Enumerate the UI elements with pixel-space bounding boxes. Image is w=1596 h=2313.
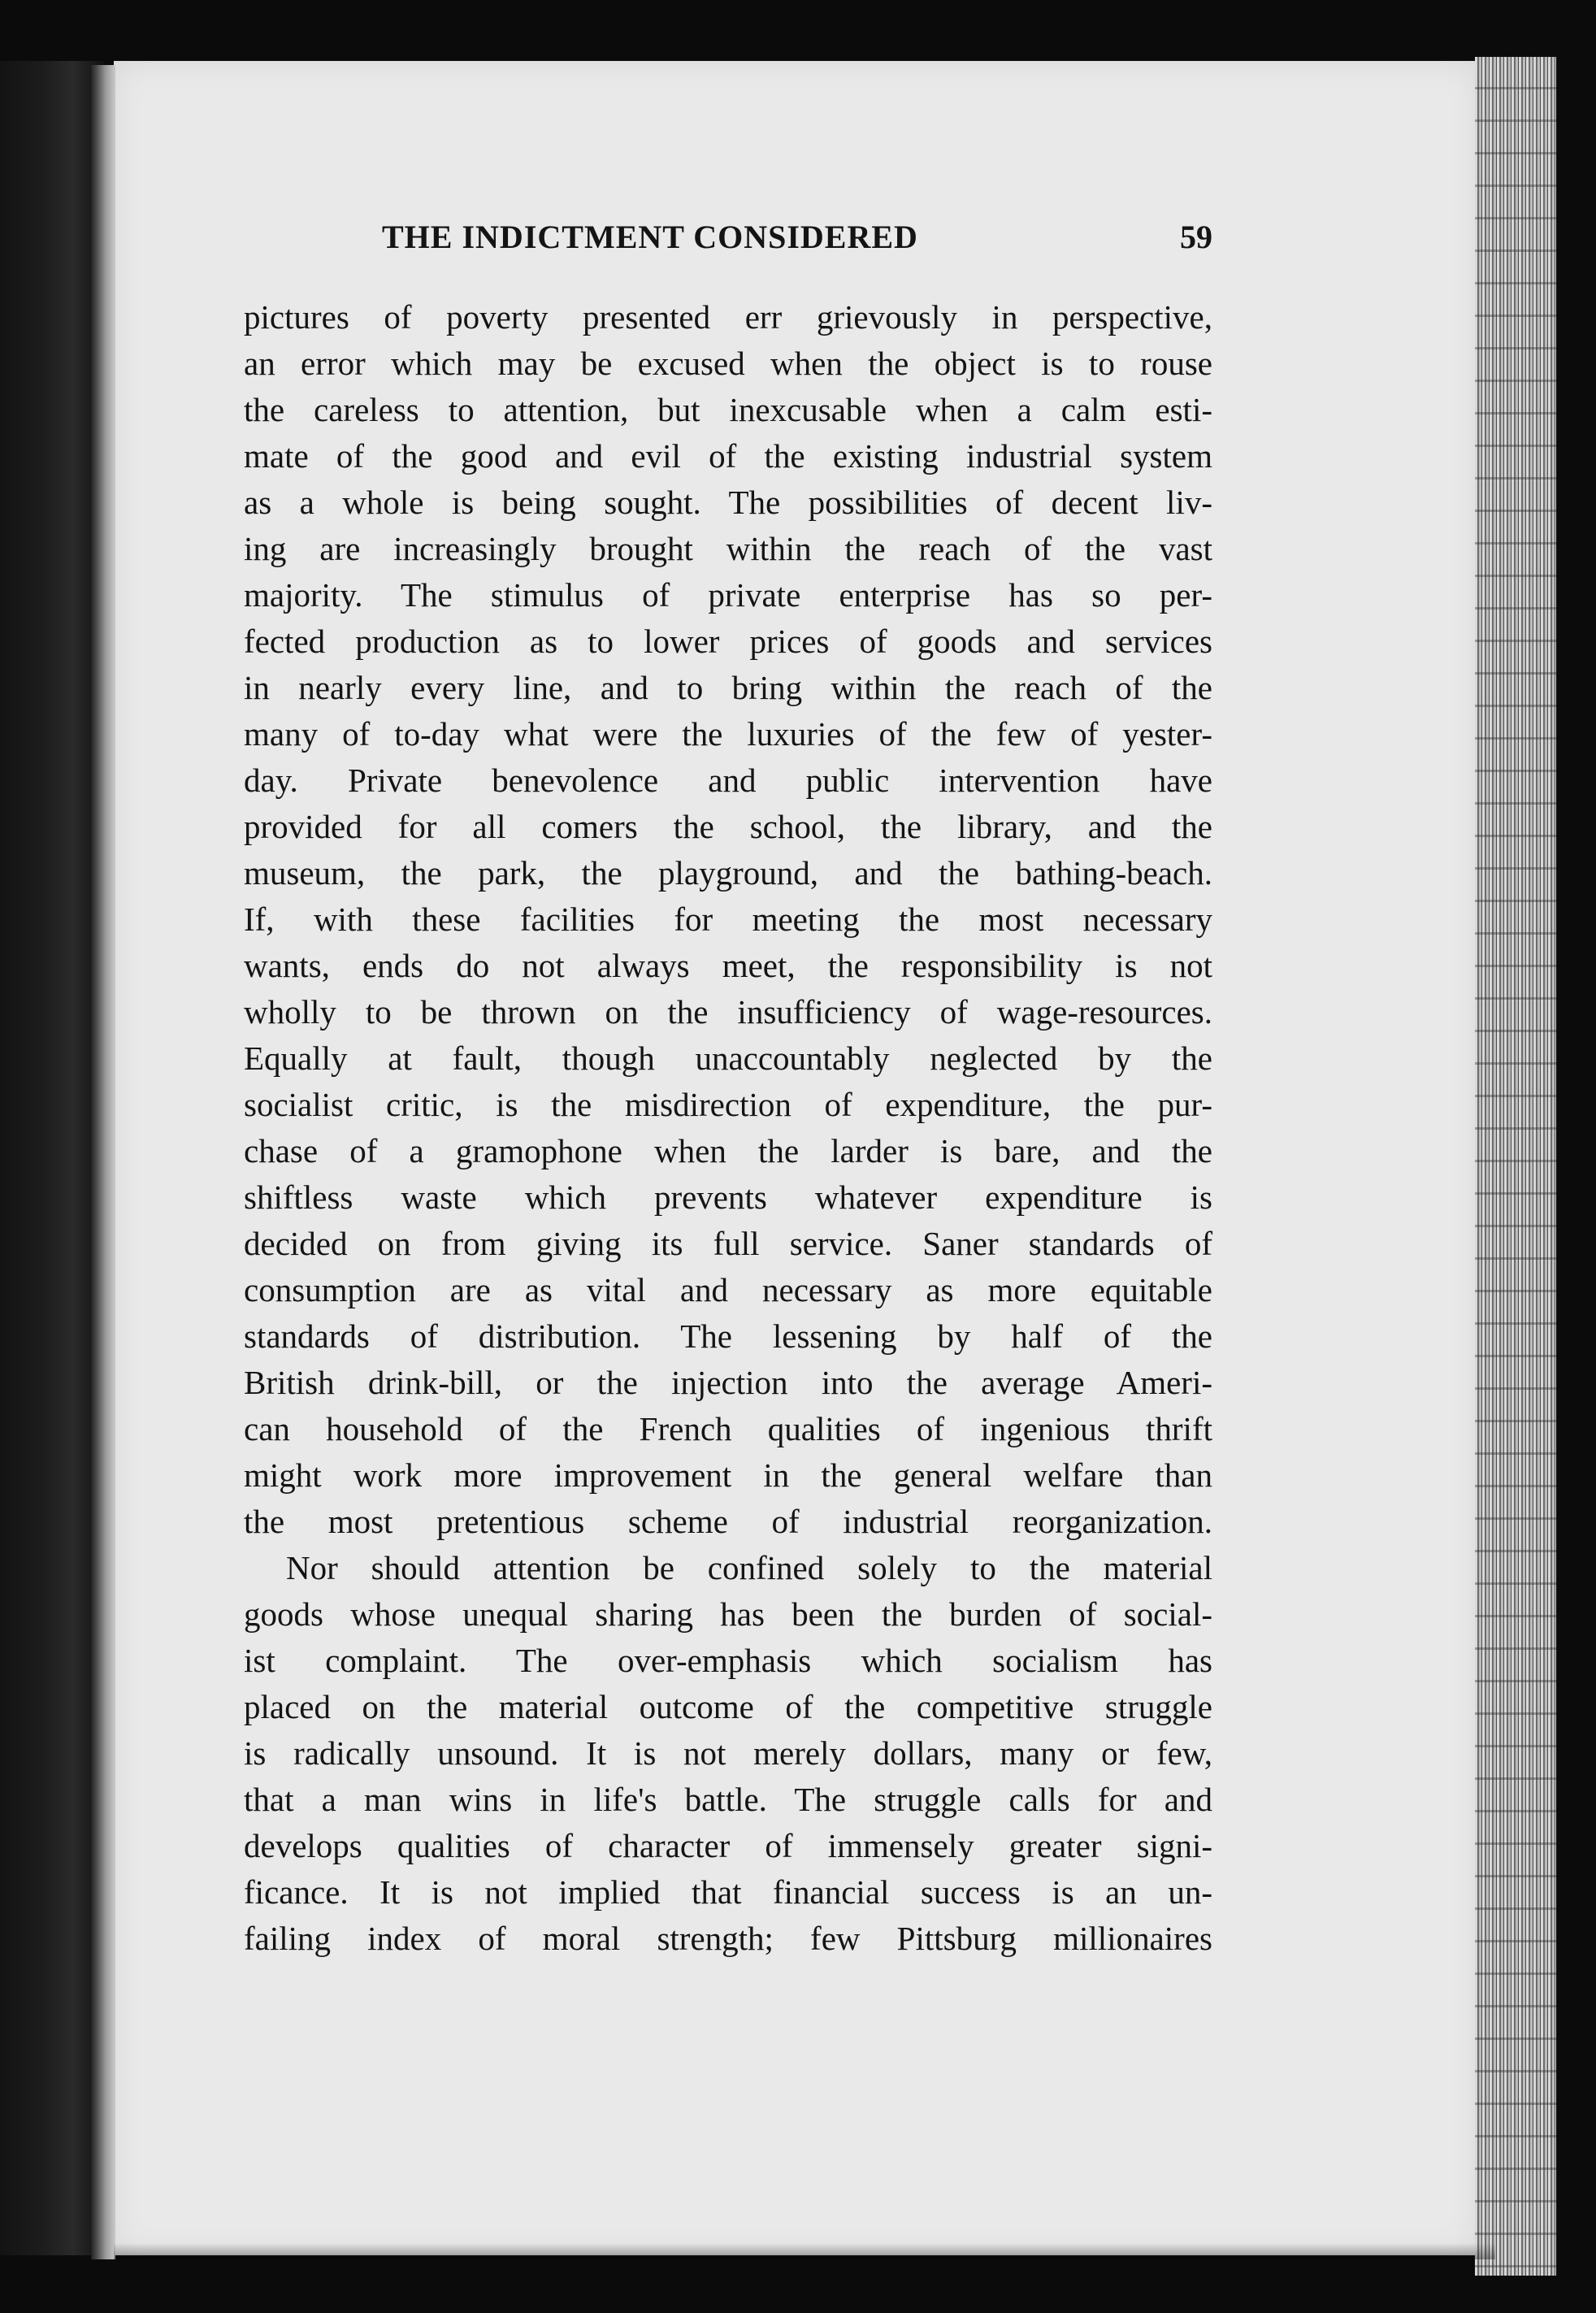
text-line: goods whose unequal sharing has been the burden of social- [244,1595,1212,1633]
text-line: pictures of poverty presented err grievously in perspective, [244,298,1212,336]
page-bottom-shadow [114,2243,1495,2259]
text-line: as a whole is being sought. The possibilities of decent liv- [244,484,1212,521]
text-line: many of to-day what were the luxuries of the few of yester- [244,715,1212,753]
text-line: Nor should attention be confined solely to the material [286,1549,1212,1586]
text-line: ficance. It is not implied that financial success is an un- [244,1873,1212,1911]
text-line: If, with these facilities for meeting the most necessary [244,900,1212,938]
body-text [244,294,1212,1962]
page-stack-edges [1475,57,1556,2276]
text-line: might work more improvement in the general welfare than [244,1456,1212,1494]
text-line: that a man wins in life's battle. The struggle calls for and [244,1781,1212,1818]
text-line: chase of a gramophone when the larder is bare, and the [244,1132,1212,1170]
text-line: standards of distribution. The lessening by half of the [244,1317,1212,1355]
running-header [244,218,1212,267]
page-number: 59 [1180,219,1212,255]
left-page-edge [0,61,104,2255]
text-line: wants, ends do not always meet, the responsibility is not [244,947,1212,984]
text-line: decided on from giving its full service. Saner standards of [244,1225,1212,1262]
text-line: day. Private benevolence and public intervention have [244,762,1212,799]
text-line: in nearly every line, and to bring within the reach of the [244,669,1212,706]
text-line: wholly to be thrown on the insufficiency of wage-resources. [244,993,1212,1031]
paragraph [244,1545,1212,1962]
text-line: British drink-bill, or the injection into the average Ameri- [244,1364,1212,1401]
book-gutter [91,65,115,2259]
paragraph [244,294,1212,1545]
text-line: the most pretentious scheme of industrial reorganization. [244,1503,1212,1540]
text-line: can household of the French qualities of ingenious thrift [244,1410,1212,1447]
running-title: THE INDICTMENT CONSIDERED [382,219,918,255]
text-line: ing are increasingly brought within the reach of the vast [244,530,1212,567]
text-line: placed on the material outcome of the competitive struggle [244,1688,1212,1725]
text-line: Equally at fault, though unaccountably neglected by the [244,1039,1212,1077]
text-line: consumption are as vital and necessary as more equitable [244,1271,1212,1308]
text-line: an error which may be excused when the object is to rouse [244,345,1212,382]
text-line: majority. The stimulus of private enterprise has so per- [244,576,1212,614]
text-line: the careless to attention, but inexcusable when a calm esti- [244,391,1212,428]
text-line: failing index of moral strength; few Pittsburg millionaires [244,1920,1212,1957]
text-line: ist complaint. The over-emphasis which socialism has [244,1642,1212,1679]
text-line: socialist critic, is the misdirection of expenditure, the pur- [244,1086,1212,1123]
text-line: shiftless waste which prevents whatever expenditure is [244,1178,1212,1216]
text-line: fected production as to lower prices of goods and services [244,623,1212,660]
text-line: develops qualities of character of immensely greater signi- [244,1827,1212,1864]
text-line: provided for all comers the school, the library, and the [244,808,1212,845]
text-line: museum, the park, the playground, and the bathing-beach. [244,854,1212,892]
text-line: is radically unsound. It is not merely dollars, many or few, [244,1734,1212,1772]
text-line: mate of the good and evil of the existing industrial system [244,437,1212,475]
